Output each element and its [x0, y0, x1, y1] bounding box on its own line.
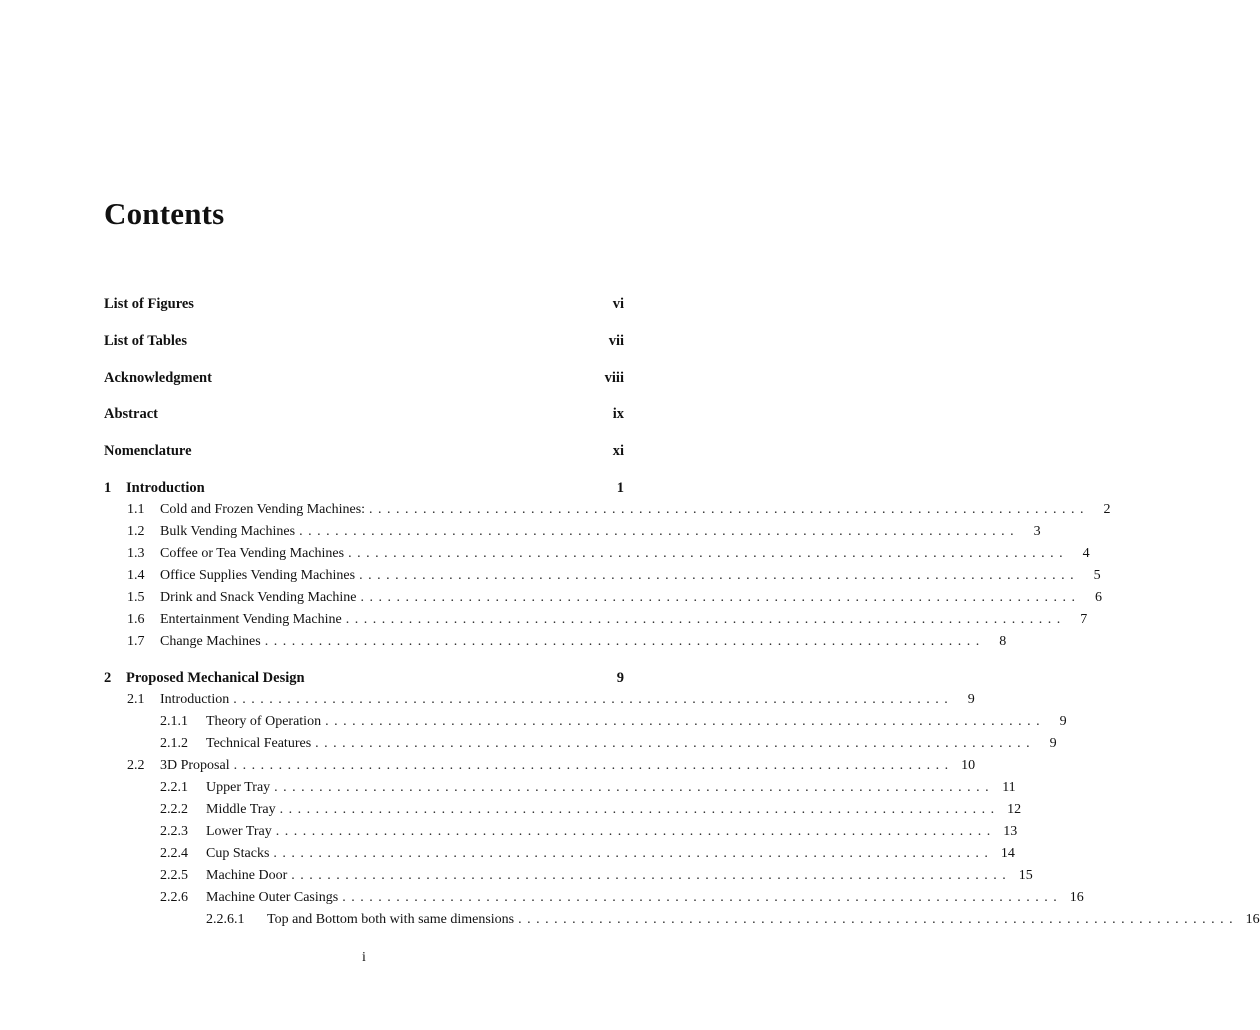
section-number: 2.1 [127, 692, 145, 707]
subsection-page: 9 [1049, 736, 1057, 751]
toc-entry-list-of-tables[interactable] [104, 333, 624, 350]
page-title: Contents [104, 196, 225, 231]
dot-leader: . . . . . . . . . . . . . . . . . . . . . . . . . . . . . . . . . . . . . . . . . . . . . . . . . . . . . . . . . . . . . . . . . . . . . . . . . . . . . . . . [315, 736, 1031, 751]
dot-leader: . . . . . . . . . . . . . . . . . . . . . . . . . . . . . . . . . . . . . . . . . . . . . . . . . . . . . . . . . . . . . . . . . . . . . . . . . . . . . . . . [518, 912, 1234, 927]
toc-section[interactable] [127, 568, 1101, 584]
subsubsection-number: 2.2.6.1 [206, 912, 245, 927]
subsection-title: Cup Stacks [206, 846, 270, 861]
subsection-page: 12 [1007, 802, 1022, 817]
dot-leader: . . . . . . . . . . . . . . . . . . . . . . . . . . . . . . . . . . . . . . . . . . . . . . . . . . . . . . . . . . . . . . . . . . . . . . . . . . . . . . . . [291, 868, 1007, 883]
toc-subsubsection[interactable] [206, 912, 1260, 928]
dot-leader: . . . . . . . . . . . . . . . . . . . . . . . . . . . . . . . . . . . . . . . . . . . . . . . . . . . . . . . . . . . . . . . . . . . . . . . . . . . . . . . . [345, 612, 1062, 627]
toc-chapter-2[interactable] [104, 670, 624, 687]
dot-leader: . . . . . . . . . . . . . . . . . . . . . . . . . . . . . . . . . . . . . . . . . . . . . . . . . . . . . . . . . . . . . . . . . . . . . . . . . . . . . . . . [369, 502, 1085, 517]
section-title: Office Supplies Vending Machines [160, 568, 356, 583]
toc-section[interactable] [127, 692, 975, 708]
dot-leader: . . . . . . . . . . . . . . . . . . . . . . . . . . . . . . . . . . . . . . . . . . . . . . . . . . . . . . . . . . . . . . . . . . . . . . . . . . . . . . . . [348, 546, 1064, 561]
toc-subsection[interactable] [160, 780, 1016, 796]
toc-section[interactable] [127, 502, 1111, 518]
section-title: Introduction [160, 692, 230, 707]
toc-entry-list-of-figures[interactable] [104, 296, 624, 313]
subsection-number: 2.2.4 [160, 846, 188, 861]
toc-entry-label: List of Tables [104, 333, 187, 349]
dot-leader: . . . . . . . . . . . . . . . . . . . . . . . . . . . . . . . . . . . . . . . . . . . . . . . . . . . . . . . . . . . . . . . . . . . . . . . . . . . . . . . . [273, 846, 989, 861]
subsection-page: 9 [1059, 714, 1067, 729]
toc-subsection[interactable] [160, 714, 1067, 730]
section-page: 4 [1082, 546, 1090, 561]
toc-entry-page: xi [612, 443, 624, 459]
subsection-number: 2.2.5 [160, 868, 188, 883]
toc-subsection[interactable] [160, 846, 1015, 862]
section-number: 1.3 [127, 546, 145, 561]
dot-leader: . . . . . . . . . . . . . . . . . . . . . . . . . . . . . . . . . . . . . . . . . . . . . . . . . . . . . . . . . . . . . . . . . . . . . . . . . . . . . . . . [342, 890, 1058, 905]
section-title: Coffee or Tea Vending Machines [160, 546, 345, 561]
section-title: Drink and Snack Vending Machine [160, 590, 357, 605]
dot-leader: . . . . . . . . . . . . . . . . . . . . . . . . . . . . . . . . . . . . . . . . . . . . . . . . . . . . . . . . . . . . . . . . . . . . . . . . . . . . . . . . [233, 758, 950, 773]
dot-leader: . . . . . . . . . . . . . . . . . . . . . . . . . . . . . . . . . . . . . . . . . . . . . . . . . . . . . . . . . . . . . . . . . . . . . . . . . . . . . . . . [279, 802, 996, 817]
toc-subsection[interactable] [160, 736, 1057, 752]
toc-section[interactable] [127, 612, 1088, 628]
subsection-title: Machine Outer Casings [206, 890, 339, 905]
toc-section[interactable] [127, 546, 1090, 562]
section-number: 1.2 [127, 524, 145, 539]
subsection-page: 15 [1018, 868, 1033, 883]
toc-entry-abstract[interactable] [104, 406, 624, 423]
page-number: i [362, 950, 366, 965]
subsection-title: Middle Tray [206, 802, 276, 817]
section-page: 10 [961, 758, 976, 773]
section-page: 6 [1094, 590, 1102, 605]
section-number: 1.5 [127, 590, 145, 605]
section-page: 3 [1033, 524, 1041, 539]
dot-leader: . . . . . . . . . . . . . . . . . . . . . . . . . . . . . . . . . . . . . . . . . . . . . . . . . . . . . . . . . . . . . . . . . . . . . . . . . . . . . . . . [299, 524, 1015, 539]
section-title: Entertainment Vending Machine [160, 612, 342, 627]
toc-entry-acknowledgment[interactable] [104, 370, 624, 387]
section-page: 8 [999, 634, 1007, 649]
toc-entry-page: ix [612, 406, 624, 422]
subsection-number: 2.2.3 [160, 824, 188, 839]
chapter-title: Introduction [126, 480, 205, 496]
subsection-title: Theory of Operation [206, 714, 322, 729]
section-page: 9 [967, 692, 975, 707]
subsection-page: 13 [1003, 824, 1018, 839]
toc-section[interactable] [127, 590, 1102, 606]
toc-chapter-1[interactable] [104, 480, 624, 497]
chapter-title: Proposed Mechanical Design [126, 670, 305, 686]
toc-section[interactable] [127, 758, 976, 774]
section-page: 7 [1080, 612, 1088, 627]
subsection-number: 2.2.2 [160, 802, 188, 817]
toc-subsection[interactable] [160, 890, 1084, 906]
toc-entry-page: vii [608, 333, 624, 349]
toc-entry-page: viii [604, 370, 624, 386]
toc-entry-label: Nomenclature [104, 443, 192, 459]
subsection-number: 2.2.1 [160, 780, 188, 795]
section-page: 5 [1093, 568, 1101, 583]
toc-entry-page: vi [612, 296, 624, 312]
subsection-page: 11 [1002, 780, 1016, 795]
section-number: 1.7 [127, 634, 145, 649]
section-number: 1.4 [127, 568, 145, 583]
subsection-page: 16 [1069, 890, 1084, 905]
toc-entry-label: List of Figures [104, 296, 194, 312]
subsection-title: Lower Tray [206, 824, 272, 839]
subsection-title: Machine Door [206, 868, 288, 883]
dot-leader: . . . . . . . . . . . . . . . . . . . . . . . . . . . . . . . . . . . . . . . . . . . . . . . . . . . . . . . . . . . . . . . . . . . . . . . . . . . . . . . . [264, 634, 981, 649]
subsection-number: 2.1.1 [160, 714, 188, 729]
section-title: Cold and Frozen Vending Machines: [160, 502, 366, 517]
toc-entry-label: Abstract [104, 406, 158, 422]
section-title: Bulk Vending Machines [160, 524, 296, 539]
toc-subsection[interactable] [160, 802, 1022, 818]
section-number: 1.6 [127, 612, 145, 627]
dot-leader: . . . . . . . . . . . . . . . . . . . . . . . . . . . . . . . . . . . . . . . . . . . . . . . . . . . . . . . . . . . . . . . . . . . . . . . . . . . . . . . . [359, 568, 1075, 583]
subsection-title: Upper Tray [206, 780, 271, 795]
chapter-page: 9 [616, 670, 624, 686]
section-title: Change Machines [160, 634, 261, 649]
subsection-page: 14 [1000, 846, 1015, 861]
chapter-page: 1 [616, 480, 624, 496]
toc-section[interactable] [127, 634, 1007, 650]
toc-entry-label: Acknowledgment [104, 370, 212, 386]
section-title: 3D Proposal [160, 758, 230, 773]
subsection-title: Technical Features [206, 736, 312, 751]
toc-entry-nomenclature[interactable] [104, 443, 624, 460]
subsection-number: 2.2.6 [160, 890, 188, 905]
chapter-number: 2 [104, 670, 112, 686]
section-number: 2.2 [127, 758, 145, 773]
subsection-number: 2.1.2 [160, 736, 188, 751]
dot-leader: . . . . . . . . . . . . . . . . . . . . . . . . . . . . . . . . . . . . . . . . . . . . . . . . . . . . . . . . . . . . . . . . . . . . . . . . . . . . . . . . [275, 824, 992, 839]
toc-section[interactable] [127, 524, 1041, 540]
toc-subsection[interactable] [160, 824, 1018, 840]
dot-leader: . . . . . . . . . . . . . . . . . . . . . . . . . . . . . . . . . . . . . . . . . . . . . . . . . . . . . . . . . . . . . . . . . . . . . . . . . . . . . . . . [274, 780, 990, 795]
chapter-number: 1 [104, 480, 112, 496]
toc-subsection[interactable] [160, 868, 1033, 884]
dot-leader: . . . . . . . . . . . . . . . . . . . . . . . . . . . . . . . . . . . . . . . . . . . . . . . . . . . . . . . . . . . . . . . . . . . . . . . . . . . . . . . . [360, 590, 1076, 605]
subsubsection-title: Top and Bottom both with same dimensions [267, 912, 515, 927]
subsubsection-page: 16 [1245, 912, 1260, 927]
section-page: 2 [1103, 502, 1111, 517]
dot-leader: . . . . . . . . . . . . . . . . . . . . . . . . . . . . . . . . . . . . . . . . . . . . . . . . . . . . . . . . . . . . . . . . . . . . . . . . . . . . . . . . [325, 714, 1041, 729]
dot-leader: . . . . . . . . . . . . . . . . . . . . . . . . . . . . . . . . . . . . . . . . . . . . . . . . . . . . . . . . . . . . . . . . . . . . . . . . . . . . . . . . [233, 692, 949, 707]
section-number: 1.1 [127, 502, 145, 517]
